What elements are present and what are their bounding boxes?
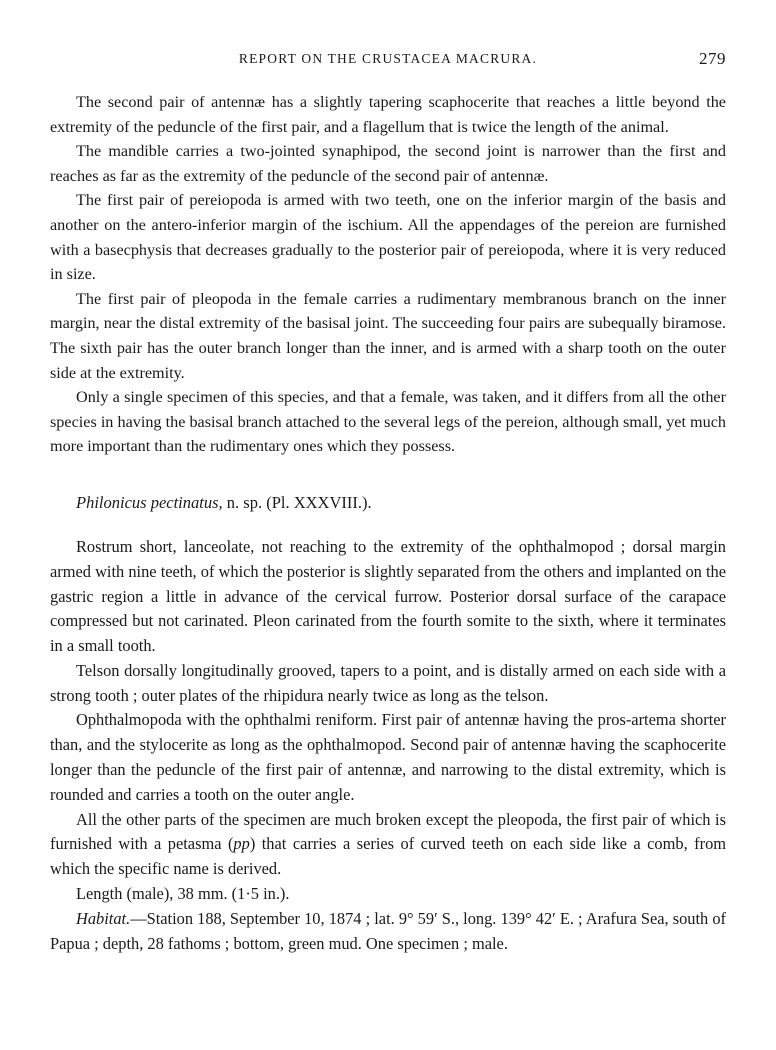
species-binomial: Philonicus pectinatus, [76, 492, 223, 512]
habitat-label: Habitat. [76, 908, 131, 928]
paragraph-antennae: The second pair of antennæ has a slightly tapering scaphocerite that reaches a little beyond the extremity of the peduncle of the first pair, and a flagellum that is twice the length of the animal. [50, 93, 726, 136]
species-suffix: n. sp. (Pl. XXXVIII.). [222, 492, 372, 512]
paragraph-pleopoda-female: The first pair of pleopoda in the female carries a rudimentary membranous branch on the inner margin, near the distal extremity of the basisal joint. The succeeding four pairs are subequally biramose. The sixth pair has the outer branch longer than the inner, and is armed with a sharp tooth on the outer side at the extremity. [50, 289, 726, 382]
petasma-label: pp [233, 834, 250, 854]
paragraph-rostrum: Rostrum short, lanceolate, not reaching to the extremity of the ophthalmopod ; dorsal margin armed with nine teeth, of which the posterior is slightly separated from the others and implanted on the gastric region a little in advance of the cervical furrow. Posterior dorsal surface of the carapace compressed but not carinated. Pleon carinated from the fourth somite to the sixth, where it terminates in a small tooth. [50, 536, 726, 656]
paragraph-pleopoda-male [50, 808, 726, 882]
paragraph-telson: Telson dorsally longitudinally grooved, tapers to a point, and is distally armed on each side with a strong tooth ; outer plates of the rhipidura nearly twice as long as the telson. [50, 660, 726, 705]
paragraph-habitat [50, 907, 726, 957]
species-description [50, 535, 726, 957]
page [50, 46, 726, 956]
paragraph-mandible: The mandible carries a two-jointed synaphipod, the second joint is narrower than the first and reaches as far as the extremity of the peduncle of the second pair of antennæ. [50, 142, 726, 185]
running-header [50, 46, 726, 72]
paragraph-ophthalmopoda: Ophthalmopoda with the ophthalmi reniform. First pair of antennæ having the pros-artema shorter than, and the stylocerite as long as the ophthalmopod. Second pair of antennæ having the scaphocerite longer than the peduncle of the first pair of antennæ, and narrowing to the distal extremity, which is rounded and carries a tooth on the outer angle. [50, 710, 726, 804]
intro-text [50, 90, 726, 459]
page-number: 279 [699, 49, 726, 68]
paragraph-specimen-note: Only a single specimen of this species, and that a female, was taken, and it differs from all the other species in having the basisal branch attached to the several legs of the pereion, although small, yet much more important than the rudimentary ones which they possess. [50, 388, 726, 456]
paragraph-pereiopoda: The first pair of pereiopoda is armed with two teeth, one on the inferior margin of the basis and another on the antero-inferior margin of the ischium. All the appendages of the pereion are furnished with a basecphysis that decreases gradually to the posterior pair of pereiopoda, where it is very reduced in size. [50, 191, 726, 284]
species-heading [50, 491, 726, 515]
pleopoda-text-before: All the other parts of the specimen are much broken except the pleopoda, the first pair of which is furnished with a petasma ( [50, 809, 726, 854]
habitat-text: —Station 188, September 10, 1874 ; lat. 9° 59′ S., long. 139° 42′ E. ; Arafura Sea, south of Papua ; depth, 28 fathoms ; bottom, green mud. One specimen ; male. [50, 908, 726, 953]
pleopoda-text-after: ) that carries a series of curved teeth on each side like a comb, from which the specific name is derived. [50, 834, 727, 879]
paragraph-length: Length (male), 38 mm. (1·5 in.). [76, 884, 290, 904]
running-title: REPORT ON THE CRUSTACEA MACRURA. [238, 51, 538, 66]
